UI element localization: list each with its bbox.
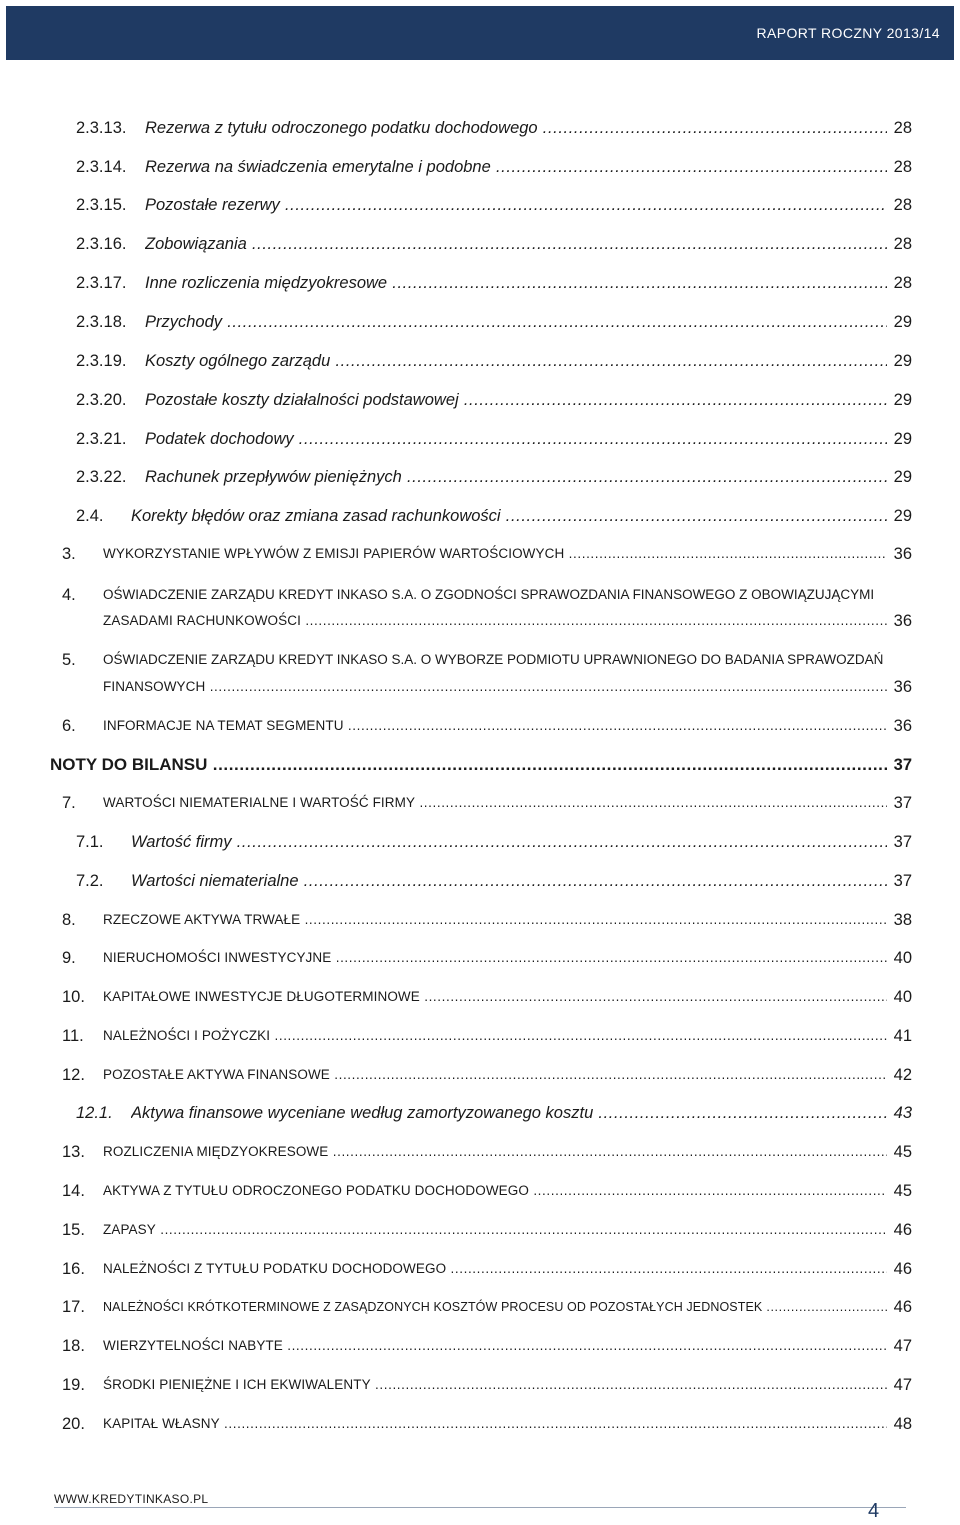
toc-page: 45 bbox=[892, 1179, 912, 1203]
toc-number: 4. bbox=[62, 586, 76, 604]
toc-label: ROZLICZENIA MIĘDZYOKRESOWE ..... bbox=[103, 1140, 887, 1164]
toc-page: 37 bbox=[892, 869, 912, 893]
toc-entry[interactable] bbox=[0, 714, 960, 738]
toc-entry[interactable] bbox=[0, 1101, 960, 1125]
toc-page: 29 bbox=[892, 427, 912, 451]
toc-label: Pozostałe koszty działalności podstawowej ..... bbox=[145, 388, 887, 412]
toc-label: Wartości niematerialne ..... bbox=[131, 869, 887, 893]
toc-page: 47 bbox=[892, 1373, 912, 1397]
toc-entry[interactable] bbox=[0, 1334, 960, 1358]
toc-label: KAPITAŁ WŁASNY ..... bbox=[103, 1412, 887, 1436]
toc-entry[interactable] bbox=[0, 349, 960, 373]
toc-entry[interactable] bbox=[0, 310, 960, 334]
toc-number: 18. bbox=[62, 1337, 85, 1355]
toc-number: 5. bbox=[62, 651, 76, 669]
toc-label: NOTY DO BILANSU ..... bbox=[50, 753, 887, 777]
toc-page: 42 bbox=[892, 1063, 912, 1087]
toc-page: 28 bbox=[892, 232, 912, 256]
toc-page: 28 bbox=[892, 193, 912, 217]
toc-entry[interactable] bbox=[0, 427, 960, 451]
toc-number: 2.3.13. bbox=[76, 119, 127, 137]
toc-entry[interactable] bbox=[0, 985, 960, 1009]
toc-entry[interactable] bbox=[0, 1063, 960, 1087]
toc-page: 28 bbox=[892, 271, 912, 295]
toc-entry[interactable] bbox=[0, 830, 960, 854]
toc-label: Wartość firmy ..... bbox=[131, 830, 887, 854]
toc-entry[interactable] bbox=[0, 1373, 960, 1397]
toc-entry[interactable] bbox=[0, 465, 960, 489]
footer-divider bbox=[54, 1507, 906, 1508]
toc-entry[interactable] bbox=[0, 946, 960, 970]
toc-entry[interactable] bbox=[0, 1024, 960, 1048]
toc-number: 7. bbox=[62, 794, 76, 812]
toc-label: NALEŻNOŚCI KRÓTKOTERMINOWE Z ZASĄDZONYCH KOSZTÓW PROCESU OD POZOSTAŁYCH JEDNOSTEK ..... bbox=[103, 1295, 887, 1319]
toc-number: 7.1. bbox=[76, 833, 104, 851]
toc-entry[interactable] bbox=[0, 675, 960, 699]
page-number: 4 bbox=[868, 1500, 880, 1522]
toc-label: WIERZYTELNOŚCI NABYTE ..... bbox=[103, 1334, 887, 1358]
toc-page: 37 bbox=[892, 753, 912, 777]
toc-label: Koszty ogólnego zarządu ..... bbox=[145, 349, 887, 373]
toc-number: 6. bbox=[62, 717, 76, 735]
toc-page: 29 bbox=[892, 465, 912, 489]
toc-label: WARTOŚCI NIEMATERIALNE I WARTOŚĆ FIRMY ..... bbox=[103, 791, 887, 815]
toc-page: 47 bbox=[892, 1334, 912, 1358]
toc-number: 13. bbox=[62, 1143, 85, 1161]
toc-label: ZASADAMI RACHUNKOWOŚCI ..... bbox=[103, 609, 887, 633]
toc-entry[interactable] bbox=[0, 542, 960, 566]
toc-label: Pozostałe rezerwy ..... bbox=[145, 193, 887, 217]
toc-entry[interactable] bbox=[0, 504, 960, 528]
toc-entry[interactable] bbox=[0, 232, 960, 256]
toc-number: 2.3.14. bbox=[76, 158, 127, 176]
toc-number: 2.3.16. bbox=[76, 235, 127, 253]
toc-entry[interactable] bbox=[0, 1295, 960, 1319]
toc-page: 43 bbox=[892, 1101, 912, 1125]
toc-page: 36 bbox=[892, 609, 912, 633]
toc-number: 10. bbox=[62, 988, 85, 1006]
toc-page: 40 bbox=[892, 985, 912, 1009]
footer-website-link[interactable]: WWW.KREDYTINKASO.PL bbox=[54, 1492, 209, 1506]
toc-label: INFORMACJE NA TEMAT SEGMENTU ..... bbox=[103, 714, 887, 738]
toc-label: Inne rozliczenia międzyokresowe ..... bbox=[145, 271, 887, 295]
toc-page: 46 bbox=[892, 1257, 912, 1281]
toc-entry[interactable] bbox=[0, 1140, 960, 1164]
toc-page: 36 bbox=[892, 675, 912, 699]
toc-number: 14. bbox=[62, 1182, 85, 1200]
toc-label: KAPITAŁOWE INWESTYCJE DŁUGOTERMINOWE ..... bbox=[103, 985, 887, 1009]
toc-label: NALEŻNOŚCI I POŻYCZKI ..... bbox=[103, 1024, 887, 1048]
toc-entry[interactable] bbox=[0, 1179, 960, 1203]
toc-entry[interactable] bbox=[0, 116, 960, 140]
toc-page: 48 bbox=[892, 1412, 912, 1436]
toc-page: 37 bbox=[892, 830, 912, 854]
toc-label: Aktywa finansowe wyceniane według zamortyzowanego kosztu ..... bbox=[131, 1101, 887, 1125]
toc-page: 46 bbox=[892, 1295, 912, 1319]
toc-page: 36 bbox=[892, 542, 912, 566]
toc-label: ZAPASY ..... bbox=[103, 1218, 887, 1242]
toc-number: 2.3.22. bbox=[76, 468, 127, 486]
toc-page: 41 bbox=[892, 1024, 912, 1048]
toc-label: AKTYWA Z TYTUŁU ODROCZONEGO PODATKU DOCHODOWEGO ..... bbox=[103, 1179, 887, 1203]
toc-label-line1: OŚWIADCZENIE ZARZĄDU KREDYT INKASO S.A. O ZGODNOŚCI SPRAWOZDANIA FINANSOWEGO Z OBOWIĄZUJĄCYMI bbox=[103, 587, 875, 602]
toc-page: 28 bbox=[892, 116, 912, 140]
toc-label: NALEŻNOŚCI Z TYTUŁU PODATKU DOCHODOWEGO ..... bbox=[103, 1257, 887, 1281]
toc-entry[interactable] bbox=[0, 388, 960, 412]
toc-number: 2.3.20. bbox=[76, 391, 127, 409]
toc-label: Przychody ..... bbox=[145, 310, 887, 334]
report-title: RAPORT ROCZNY 2013/14 bbox=[756, 25, 940, 41]
toc-section-heading[interactable] bbox=[0, 753, 960, 777]
toc-page: 45 bbox=[892, 1140, 912, 1164]
toc-label: WYKORZYSTANIE WPŁYWÓW Z EMISJI PAPIERÓW WARTOŚCIOWYCH ..... bbox=[103, 542, 887, 566]
toc-page: 29 bbox=[892, 349, 912, 373]
toc-number: 15. bbox=[62, 1221, 85, 1239]
toc-page: 40 bbox=[892, 946, 912, 970]
toc-number: 12. bbox=[62, 1066, 85, 1084]
toc-number: 12.1. bbox=[76, 1104, 113, 1122]
toc-number: 3. bbox=[62, 545, 76, 563]
toc-page: 38 bbox=[892, 908, 912, 932]
toc-label: Rezerwa na świadczenia emerytalne i podobne ..... bbox=[145, 155, 887, 179]
toc-number: 2.3.21. bbox=[76, 430, 127, 448]
toc-number: 8. bbox=[62, 911, 76, 929]
toc-page: 29 bbox=[892, 504, 912, 528]
toc-page: 28 bbox=[892, 155, 912, 179]
toc-entry[interactable] bbox=[0, 1218, 960, 1242]
toc-label: POZOSTAŁE AKTYWA FINANSOWE ..... bbox=[103, 1063, 887, 1087]
toc-label: Podatek dochodowy ..... bbox=[145, 427, 887, 451]
toc-entry[interactable] bbox=[0, 1412, 960, 1436]
toc-number: 2.3.17. bbox=[76, 274, 127, 292]
toc-entry[interactable] bbox=[0, 155, 960, 179]
toc-number: 7.2. bbox=[76, 872, 104, 890]
toc-label: FINANSOWYCH ..... bbox=[103, 675, 887, 699]
toc-number: 2.3.18. bbox=[76, 313, 127, 331]
toc-entry[interactable] bbox=[0, 193, 960, 217]
toc-label: Zobowiązania ..... bbox=[145, 232, 887, 256]
toc-number: 9. bbox=[62, 949, 76, 967]
toc-number: 2.4. bbox=[76, 507, 104, 525]
toc-entry-line1 bbox=[0, 648, 960, 672]
toc-entry[interactable] bbox=[0, 609, 960, 633]
toc-label: Korekty błędów oraz zmiana zasad rachunkowości ..... bbox=[131, 504, 887, 528]
toc-label: NIERUCHOMOŚCI INWESTYCYJNE ..... bbox=[103, 946, 887, 970]
toc-page: 36 bbox=[892, 714, 912, 738]
toc-number: 2.3.15. bbox=[76, 196, 127, 214]
toc-entry[interactable] bbox=[0, 791, 960, 815]
toc-page: 29 bbox=[892, 310, 912, 334]
toc-entry[interactable] bbox=[0, 869, 960, 893]
toc-page: 46 bbox=[892, 1218, 912, 1242]
toc-number: 20. bbox=[62, 1415, 85, 1433]
toc-entry-line1 bbox=[0, 583, 960, 607]
toc-page: 29 bbox=[892, 388, 912, 412]
toc-number: 11. bbox=[62, 1027, 84, 1045]
toc-label-line1: OŚWIADCZENIE ZARZĄDU KREDYT INKASO S.A. O WYBORZE PODMIOTU UPRAWNIONEGO DO BADANIA SPRAWOZDAŃ bbox=[103, 652, 884, 667]
toc-number: 19. bbox=[62, 1376, 85, 1394]
toc-number: 16. bbox=[62, 1260, 85, 1278]
toc-number: 17. bbox=[62, 1298, 85, 1316]
toc-entry[interactable] bbox=[0, 908, 960, 932]
toc-label: Rachunek przepływów pieniężnych ..... bbox=[145, 465, 887, 489]
toc-number: 2.3.19. bbox=[76, 352, 127, 370]
toc-label: Rezerwa z tytułu odroczonego podatku dochodowego ..... bbox=[145, 116, 887, 140]
toc-entry[interactable] bbox=[0, 271, 960, 295]
toc-label: RZECZOWE AKTYWA TRWAŁE ..... bbox=[103, 908, 887, 932]
toc-entry[interactable] bbox=[0, 1257, 960, 1281]
toc-page: 37 bbox=[892, 791, 912, 815]
toc-label: ŚRODKI PIENIĘŻNE I ICH EKWIWALENTY ..... bbox=[103, 1373, 887, 1397]
